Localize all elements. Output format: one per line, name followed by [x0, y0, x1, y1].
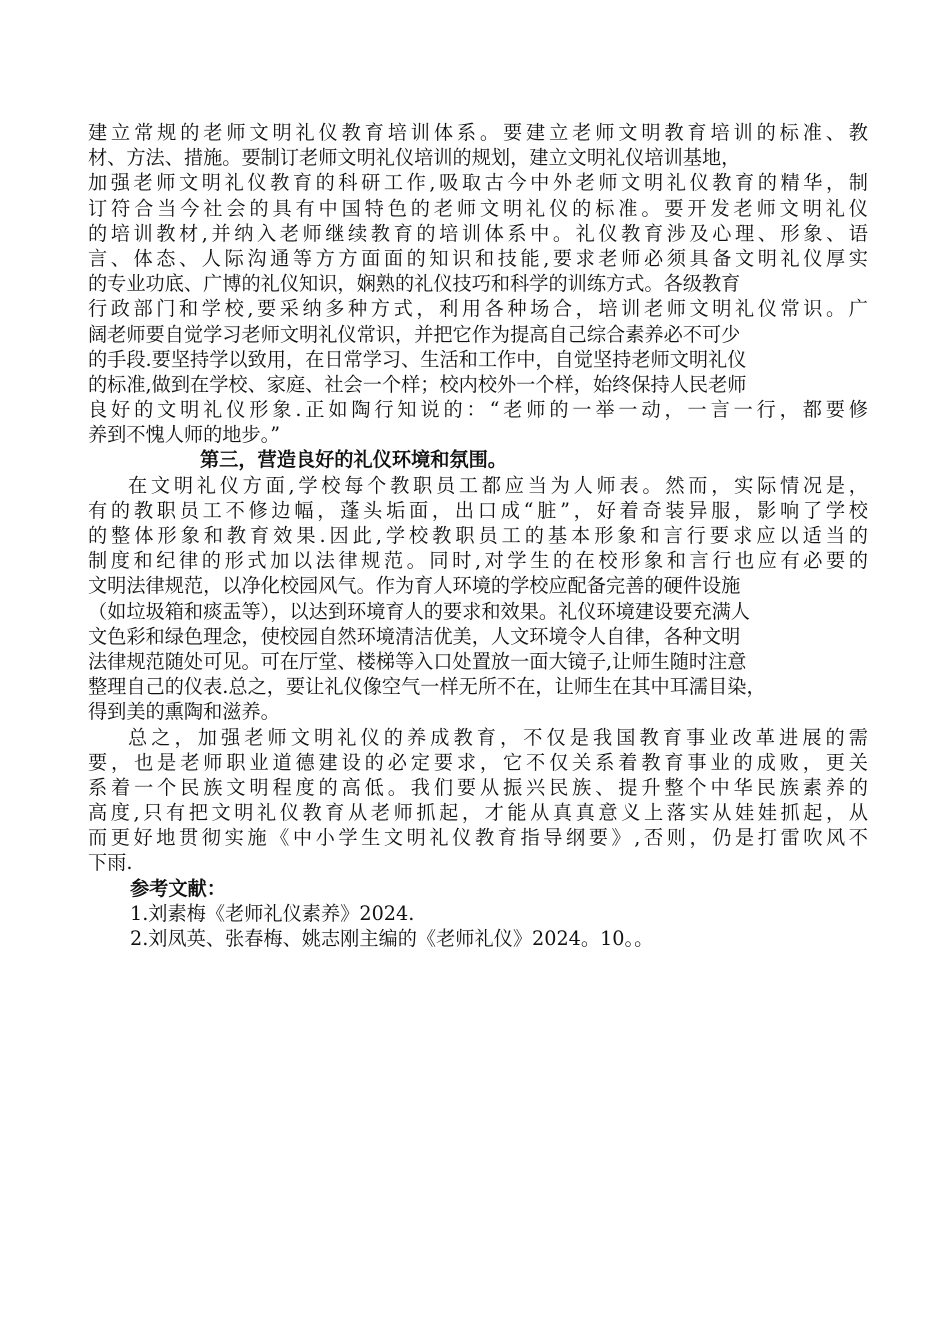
text-line: 言、体态、人际沟通等方方面面的知识和技能,要求老师必须具备文明礼仪厚实	[88, 246, 868, 270]
text-line: 有的教职员工不修边幅，蓬头垢面，出口成“脏”，好着奇装异服，影响了学校	[88, 498, 868, 522]
text-line: 法律规范随处可见。可在厅堂、楼梯等入口处置放一面大镜子,让师生随时注意	[88, 649, 747, 673]
text-line: 加强老师文明礼仪教育的科研工作,吸取古今中外老师文明礼仪教育的精华，制	[88, 171, 868, 195]
text-line: 要，也是老师职业道德建设的必定要求，它不仅关系着教育事业的成败，更关	[88, 750, 868, 774]
text-line: 高度,只有把文明礼仪教育从老师抓起，才能从真真意义上落实从娃娃抓起，从	[88, 801, 868, 825]
text-line: 的整体形象和教育效果.因此,学校教职员工的基本形象和言行要求应以适当的	[88, 524, 868, 547]
text-line: 而更好地贯彻实施《中小学生文明礼仪教育指导纲要》,否则，仍是打雷吹风不	[88, 826, 868, 850]
text-line: 材、方法、措施。要制订老师文明礼仪培训的规划，建立文明礼仪培训基地，	[88, 146, 741, 170]
text-line: 在文明礼仪方面,学校每个教职员工都应当为人师表。然而，实际情况是，	[128, 473, 868, 497]
text-line: 整理自己的仪表.总之，要让礼仪像空气一样无所不在，让师生在其中耳濡目染，	[88, 675, 766, 699]
text-line: 文明法律规范，以净化校园风气。作为育人环境的学校应配备完善的硬件设施	[88, 574, 741, 598]
text-line: 下雨.	[88, 851, 133, 875]
paragraph-teacher-etiquette-training	[88, 120, 868, 447]
paragraph-conclusion	[88, 725, 868, 876]
text-line: 系着一个民族文明程度的高低。我们要从振兴民族、提升整个中华民族素养的	[88, 775, 868, 799]
text-line: 阔老师要自觉学习老师文明礼仪常识，并把它作为提高自己综合素养必不可少	[88, 322, 741, 346]
text-line: （如垃圾箱和痰盂等），以达到环境育人的要求和效果。礼仪环境建设要充满人	[88, 599, 750, 623]
reference-item: 1.刘素梅《老师礼仪素养》2024.	[130, 901, 415, 925]
section-heading: 第三，营造良好的礼仪环境和氛围。	[200, 448, 507, 472]
text-line: 良好的文明礼仪形象.正如陶行知说的：“老师的一举一动，一言一行，都要修	[88, 398, 868, 422]
text-line: 文色彩和绿色理念，使校园自然环境清洁优美，人文环境令人自律，各种文明	[88, 624, 741, 648]
document-body	[88, 120, 868, 951]
text-line: 养到不愧人师的地步。”	[88, 423, 281, 447]
text-line: 的专业功底、广博的礼仪知识，娴熟的礼仪技巧和科学的训练方式。各级教育	[88, 272, 741, 296]
text-line: 总之，加强老师文明礼仪的养成教育，不仅是我国教育事业改革进展的需	[128, 725, 868, 749]
references-heading: 参考文献：	[130, 876, 226, 900]
text-line: 制度和纪律的形式加以法律规范。同时,对学生的在校形象和言行也应有必要的	[88, 549, 868, 573]
text-line: 的培训教材,并纳入老师继续教育的培训体系中。礼仪教育涉及心理、形象、语	[88, 221, 868, 245]
paragraph-etiquette-environment	[88, 473, 868, 725]
text-line: 的标准,做到在学校、家庭、社会一个样；校内校外一个样，始终保持人民老师	[88, 372, 747, 396]
text-line: 得到美的熏陶和滋养。	[88, 700, 280, 724]
reference-item: 2.刘凤英、张春梅、姚志刚主编的《老师礼仪》2024。10。。	[130, 927, 654, 950]
text-line: 建立常规的老师文明礼仪教育培训体系。要建立老师文明教育培训的标准、教	[88, 121, 868, 144]
references-section	[88, 876, 868, 952]
text-line: 订符合当今社会的具有中国特色的老师文明礼仪的标准。要开发老师文明礼仪	[88, 196, 868, 220]
text-line: 的手段.要坚持学以致用，在日常学习、生活和工作中，自觉坚持老师文明礼仪	[88, 347, 747, 371]
text-line: 行政部门和学校,要采纳多种方式，利用各种场合，培训老师文明礼仪常识。广	[88, 297, 868, 321]
